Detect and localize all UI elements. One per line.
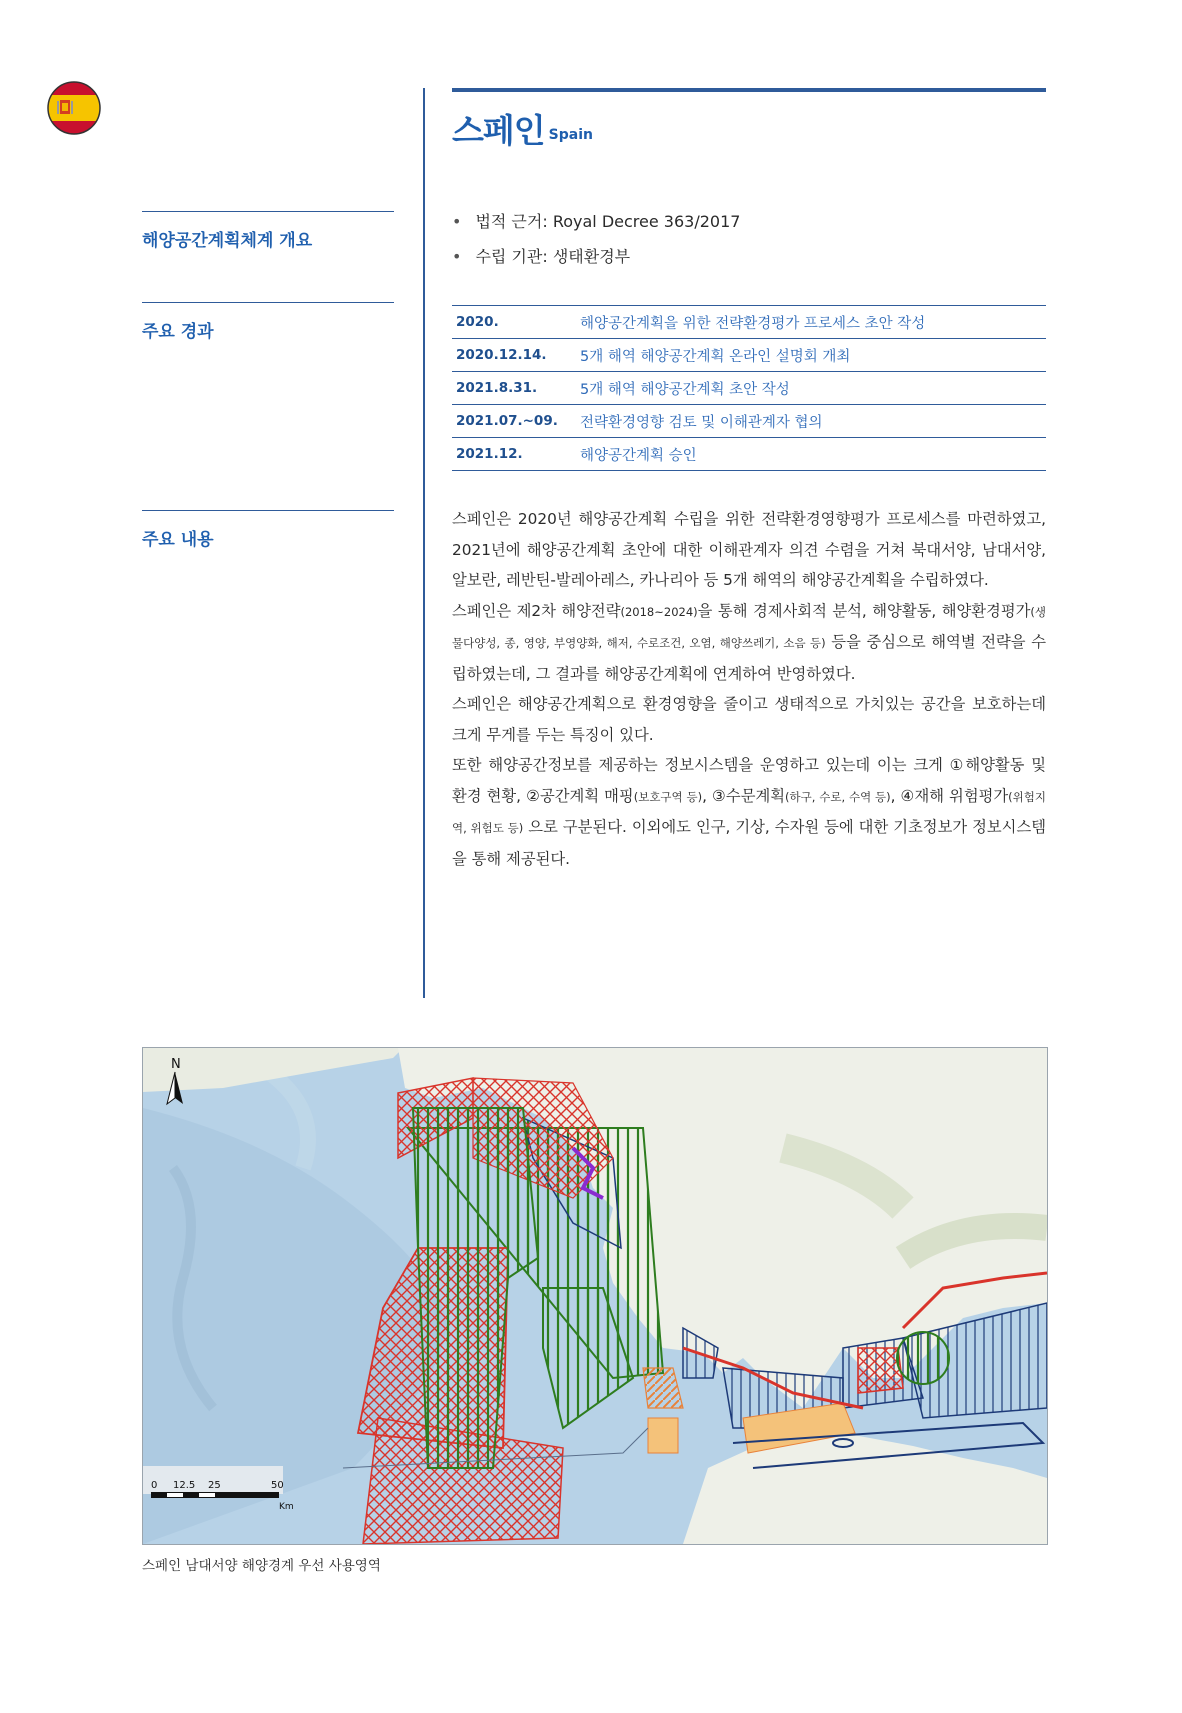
- scale-tick-25: 25: [208, 1480, 221, 1491]
- timeline-date: 2021.07.~09.: [452, 405, 580, 438]
- timeline-table: [452, 305, 1046, 471]
- scale-tick-12-5: 12.5: [173, 1480, 196, 1491]
- north-label: N: [171, 1057, 181, 1072]
- title-rule: [452, 88, 1046, 92]
- paragraph: 또한 해양공간정보를 제공하는 정보시스템을 운영하고 있는데 이는 크게 ①해양활동 및 환경 현황, ②공간계획 매핑(보호구역 등), ③수문계획(하구, 수로, 수역 등), ④재해 위험평가(위험지역, 위험도 등) 으로 구분된다. 이외에도 인구, 기상, 수자원 등에 대한 기초정보가 정보시스템을 통해 제공된다.: [452, 756, 1047, 868]
- section-heading-content: 주요 내용: [142, 510, 394, 550]
- section-heading-history: 주요 경과: [142, 302, 394, 342]
- paragraph: 스페인은 제2차 해양전략(2018~2024)을 통해 경제사회적 분석, 해양활동, 해양환경평가(생물다양성, 종, 영양, 부영양화, 해저, 수로조건, 오염, 해양쓰레기, 소음 등) 등을 중심으로 해역별 전략을 수립하였는데, 그 결과를 해양공간계획에 연계하여 반영하였다.: [452, 601, 1046, 683]
- column-divider: [423, 88, 425, 998]
- timeline-desc: 전략환경영향 검토 및 이해관계자 협의: [580, 405, 1046, 438]
- overview-item: • 법적 근거: Royal Decree 363/2017: [452, 207, 1046, 242]
- paragraph: 스페인은 2020년 해양공간계획 수립을 위한 전략환경영향평가 프로세스를 마련하였고, 2021년에 해양공간계획 초안에 대한 이해관계자 의견 수렴을 거쳐 북대서양, 남대서양, 알보란, 레반틴-발레아레스, 카나리아 등 5개 해역의 해양공간계획을 수립하였다.: [452, 510, 1046, 589]
- map-figure: [142, 1047, 1048, 1545]
- overview-list: [452, 207, 1046, 277]
- timeline-date: 2020.12.14.: [452, 339, 580, 372]
- figure-caption: 스페인 남대서양 해양경계 우선 사용영역: [142, 1558, 381, 1574]
- timeline-desc: 5개 해역 해양공간계획 초안 작성: [580, 372, 1046, 405]
- timeline-row: [452, 405, 1046, 438]
- page-title: 스페인 $^{Spain}$: [452, 111, 593, 150]
- spain-flag-icon: [46, 80, 102, 136]
- timeline-date: 2021.12.: [452, 438, 580, 471]
- timeline-desc: 해양공간계획 승인: [580, 438, 1046, 471]
- timeline-desc: 5개 해역 해양공간계획 온라인 설명회 개최: [580, 339, 1046, 372]
- timeline-row: [452, 438, 1046, 471]
- body-text: [452, 504, 1046, 874]
- scale-unit: Km: [279, 1502, 294, 1512]
- overview-item: • 수립 기관: 생태환경부: [452, 242, 1046, 277]
- timeline-row: [452, 372, 1046, 405]
- title-english: Spain: [548, 127, 593, 143]
- timeline-row: [452, 306, 1046, 339]
- map-canvas: [143, 1048, 1047, 1544]
- paragraph: 스페인은 해양공간계획으로 환경영향을 줄이고 생태적으로 가치있는 공간을 보호하는데 크게 무게를 두는 특징이 있다.: [452, 695, 1046, 744]
- scale-tick-50: 50: [271, 1480, 284, 1491]
- timeline-date: 2020.: [452, 306, 580, 339]
- section-heading-overview: 해양공간계획체계 개요: [142, 211, 394, 251]
- timeline-date: 2021.8.31.: [452, 372, 580, 405]
- timeline-row: [452, 339, 1046, 372]
- scale-tick-0: 0: [151, 1480, 158, 1491]
- timeline-desc: 해양공간계획을 위한 전략환경평가 프로세스 초안 작성: [580, 306, 1046, 339]
